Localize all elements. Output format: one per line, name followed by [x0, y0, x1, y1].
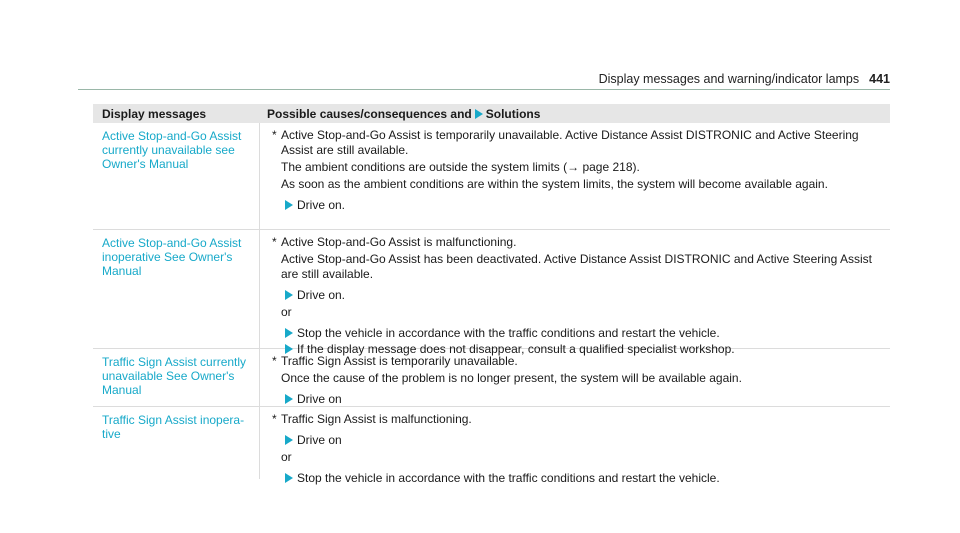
table-row [93, 230, 890, 356]
solution: Stop the vehicle in accordance with the traffic conditions and restart the vehicle. [272, 471, 882, 486]
solution: Drive on. [272, 288, 882, 303]
play-arrow-icon [285, 435, 293, 445]
paragraph: The ambient conditions are outside the system limits (→ page 218). [281, 160, 640, 174]
page-number: 441 [869, 72, 890, 86]
cause: * Active Stop-and-Go Assist is temporarily unavailable. Active Distance Assist DISTRONIC and Active Steering Assist are still available. [272, 128, 859, 157]
bullet: * [272, 235, 277, 249]
solution: Drive on. [272, 198, 882, 213]
col2-header: Possible causes/consequences and Solutions [267, 106, 541, 121]
play-arrow-icon [285, 200, 293, 210]
or-separator: or [281, 450, 292, 464]
table-header [93, 104, 890, 123]
solution: Stop the vehicle in accordance with the traffic conditions and restart the vehicle. [272, 326, 882, 341]
header-title: Display messages and warning/indicator lamps [598, 72, 860, 86]
messages-table [93, 104, 890, 485]
paragraph: Once the cause of the problem is no longer present, the system will be available again. [281, 371, 742, 385]
running-header [599, 72, 890, 86]
play-arrow-icon [285, 290, 293, 300]
table-row [93, 349, 890, 407]
display-message: Active Stop-and-Go Assist currently unavailable see Owner's Manual [102, 129, 242, 171]
paragraph: Active Stop-and-Go Assist has been deactivated. Active Distance Assist DISTRONIC and Active Steering Assist are still available. [281, 252, 872, 281]
solution: Drive on [272, 392, 882, 407]
cause: * Active Stop-and-Go Assist is malfunctioning. [272, 235, 517, 249]
display-message: Traffic Sign Assist inopera-tive [102, 413, 245, 441]
play-arrow-icon [285, 394, 293, 404]
play-arrow-icon [285, 473, 293, 483]
bullet: * [272, 128, 277, 142]
causes-cell [259, 349, 890, 406]
paragraph: As soon as the ambient conditions are within the system limits, the system will become available again. [281, 177, 828, 191]
play-arrow-icon [475, 109, 483, 119]
causes-cell [259, 407, 890, 485]
table-row [93, 407, 890, 485]
solution: Drive on [272, 433, 882, 448]
play-arrow-icon [285, 328, 293, 338]
display-message: Traffic Sign Assist currently unavailable See Owner's Manual [102, 355, 247, 397]
causes-cell [259, 230, 890, 356]
causes-cell [259, 123, 890, 229]
solution: If the display message does not disappear, consult a qualified specialist workshop. [272, 342, 882, 357]
or-separator: or [281, 305, 292, 319]
header-rule [78, 89, 890, 90]
bullet: * [272, 412, 277, 426]
display-message: Active Stop-and-Go Assist inoperative See Owner's Manual [102, 236, 242, 278]
play-arrow-icon [285, 344, 293, 354]
cause: * Traffic Sign Assist is temporarily unavailable. [272, 354, 518, 368]
table-row [93, 123, 890, 230]
cause: * Traffic Sign Assist is malfunctioning. [272, 412, 472, 426]
bullet: * [272, 354, 277, 368]
col1-header: Display messages [102, 106, 207, 121]
